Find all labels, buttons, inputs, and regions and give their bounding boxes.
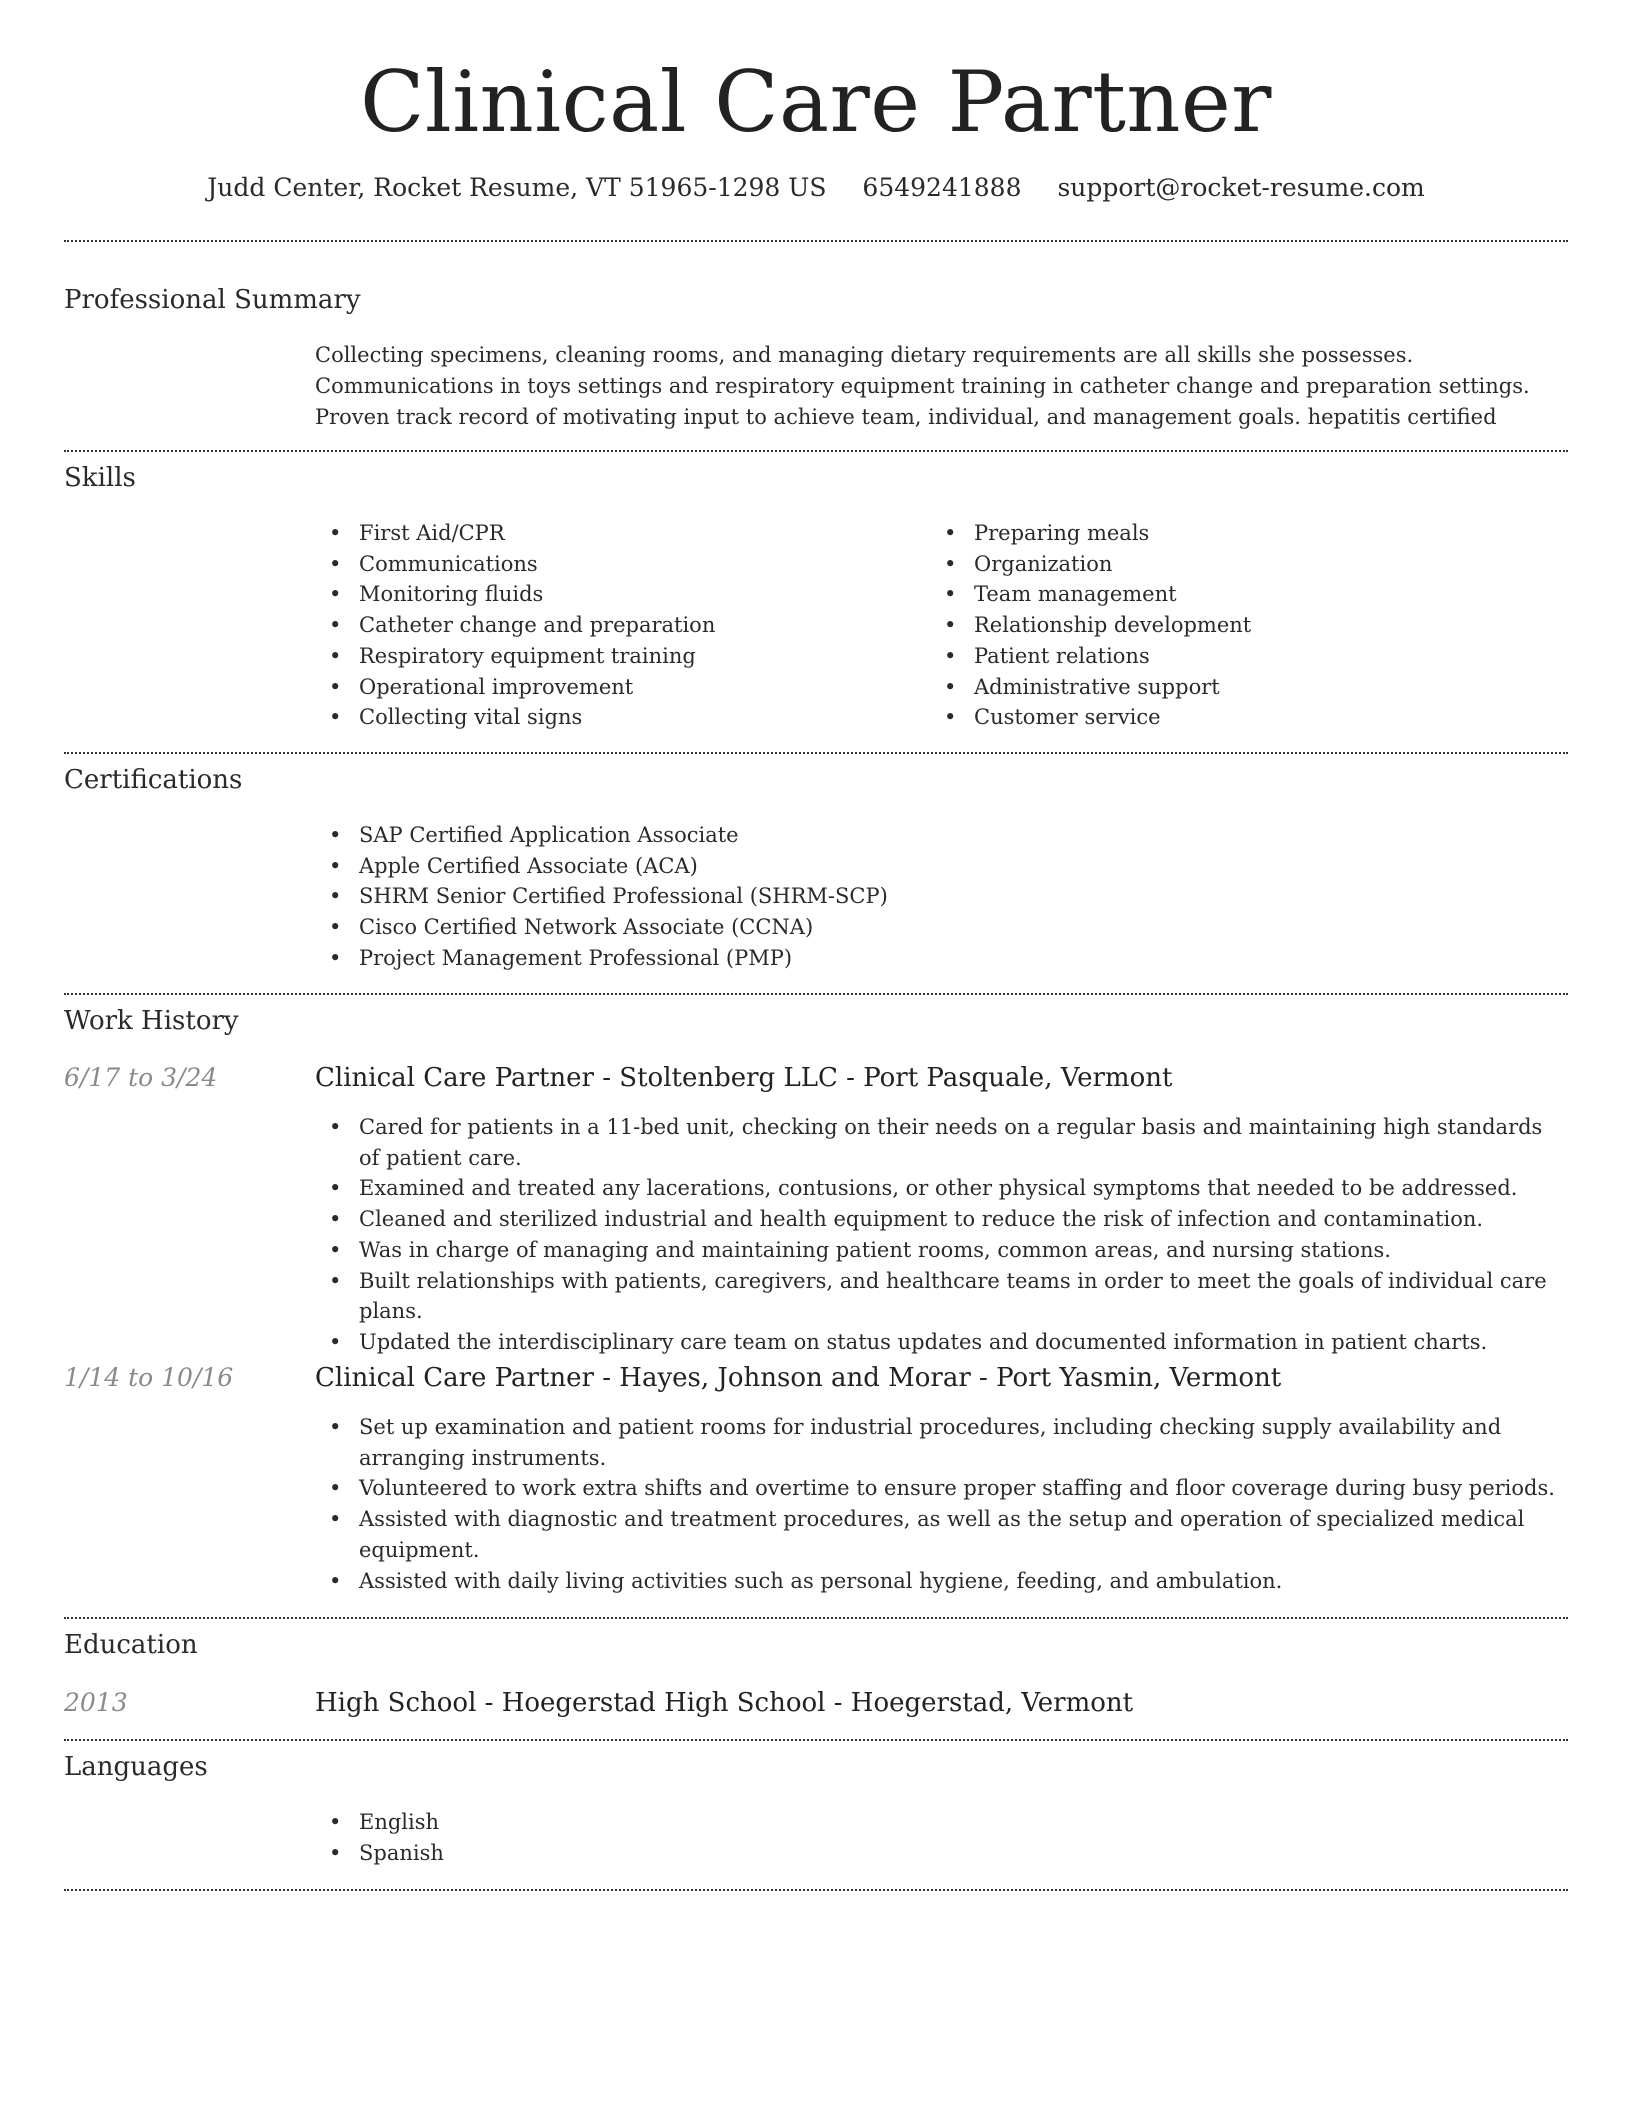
certification-item: • SAP Certified Application Associate xyxy=(315,820,1568,851)
skills-title: Skills xyxy=(64,463,136,493)
job-bullet: • Updated the interdisciplinary care team on status updates and documented information in patient charts. xyxy=(315,1327,1568,1358)
divider xyxy=(64,450,1568,452)
skill-item: • Relationship development xyxy=(930,610,1530,641)
certifications-list xyxy=(315,820,1568,974)
education-title: Education xyxy=(64,1630,198,1660)
skills-left-column xyxy=(315,518,915,733)
contact-phone: 6549241888 xyxy=(862,173,1022,202)
job-bullets xyxy=(315,1412,1568,1596)
skills-right-column xyxy=(930,518,1530,733)
skill-item: • Customer service xyxy=(930,702,1530,733)
divider xyxy=(64,240,1568,242)
job-bullet: • Was in charge of managing and maintaining patient rooms, common areas, and nursing stations. xyxy=(315,1235,1568,1266)
contact-address: Judd Center, Rocket Resume, VT 51965-1298 US xyxy=(207,173,827,202)
education-year: 2013 xyxy=(64,1688,128,1717)
skill-item: • Catheter change and preparation xyxy=(315,610,915,641)
skill-item: • Team management xyxy=(930,579,1530,610)
job-heading: Clinical Care Partner - Hayes, Johnson and Morar - Port Yasmin, Vermont xyxy=(315,1363,1282,1393)
divider xyxy=(64,1617,1568,1619)
skill-item: • Preparing meals xyxy=(930,518,1530,549)
job-bullet: • Cleaned and sterilized industrial and health equipment to reduce the risk of infection and contamination. xyxy=(315,1204,1568,1235)
divider xyxy=(64,993,1568,995)
job-bullet: • Assisted with diagnostic and treatment procedures, as well as the setup and operation of specialized medical equipment. xyxy=(315,1504,1568,1565)
summary-title: Professional Summary xyxy=(64,285,361,315)
divider xyxy=(64,1889,1568,1891)
certification-item: • Project Management Professional (PMP) xyxy=(315,943,1568,974)
skill-item: • Communications xyxy=(315,549,915,580)
job-bullet: • Set up examination and patient rooms for industrial procedures, including checking supply availability and arranging instruments. xyxy=(315,1412,1568,1473)
skill-item: • Collecting vital signs xyxy=(315,702,915,733)
job-bullet: • Volunteered to work extra shifts and overtime to ensure proper staffing and floor coverage during busy periods. xyxy=(315,1473,1568,1504)
job-bullet: • Built relationships with patients, caregivers, and healthcare teams in order to meet the goals of individual care plans. xyxy=(315,1266,1568,1327)
certification-item: • Apple Certified Associate (ACA) xyxy=(315,851,1568,882)
language-item: • English xyxy=(315,1807,1568,1838)
skill-item: • Organization xyxy=(930,549,1530,580)
work-history-title: Work History xyxy=(64,1006,239,1036)
job-dates: 6/17 to 3/24 xyxy=(64,1063,218,1092)
skill-item: • Operational improvement xyxy=(315,672,915,703)
skill-item: • Patient relations xyxy=(930,641,1530,672)
divider xyxy=(64,752,1568,754)
contact-line xyxy=(0,170,1632,206)
certification-item: • Cisco Certified Network Associate (CCNA) xyxy=(315,912,1568,943)
job-heading: Clinical Care Partner - Stoltenberg LLC - Port Pasquale, Vermont xyxy=(315,1063,1173,1093)
certifications-title: Certifications xyxy=(64,765,243,795)
divider xyxy=(64,1739,1568,1741)
job-bullet: • Examined and treated any lacerations, contusions, or other physical symptoms that needed to be addressed. xyxy=(315,1173,1568,1204)
language-item: • Spanish xyxy=(315,1838,1568,1869)
certification-item: • SHRM Senior Certified Professional (SHRM-SCP) xyxy=(315,881,1568,912)
education-heading: High School - Hoegerstad High School - Hoegerstad, Vermont xyxy=(315,1688,1134,1718)
languages-title: Languages xyxy=(64,1752,208,1782)
job-bullet: • Cared for patients in a 11-bed unit, checking on their needs on a regular basis and maintaining high standards of patient care. xyxy=(315,1112,1568,1173)
skill-item: • First Aid/CPR xyxy=(315,518,915,549)
summary-text: Collecting specimens, cleaning rooms, and managing dietary requirements are all skills she possesses. Communications in toys settings and respiratory equipment training in catheter change and preparation settings. Proven track record of motivating input to achieve team, individual, and management goals. hepatitis certified xyxy=(315,343,1530,429)
skill-item: • Administrative support xyxy=(930,672,1530,703)
languages-list xyxy=(315,1807,1568,1868)
contact-email: support@rocket-resume.com xyxy=(1057,173,1425,202)
candidate-name: Clinical Care Partner xyxy=(360,53,1272,151)
job-bullets xyxy=(315,1112,1568,1358)
job-dates: 1/14 to 10/16 xyxy=(64,1363,234,1392)
skill-item: • Respiratory equipment training xyxy=(315,641,915,672)
job-bullet: • Assisted with daily living activities such as personal hygiene, feeding, and ambulation. xyxy=(315,1566,1568,1597)
skill-item: • Monitoring fluids xyxy=(315,579,915,610)
